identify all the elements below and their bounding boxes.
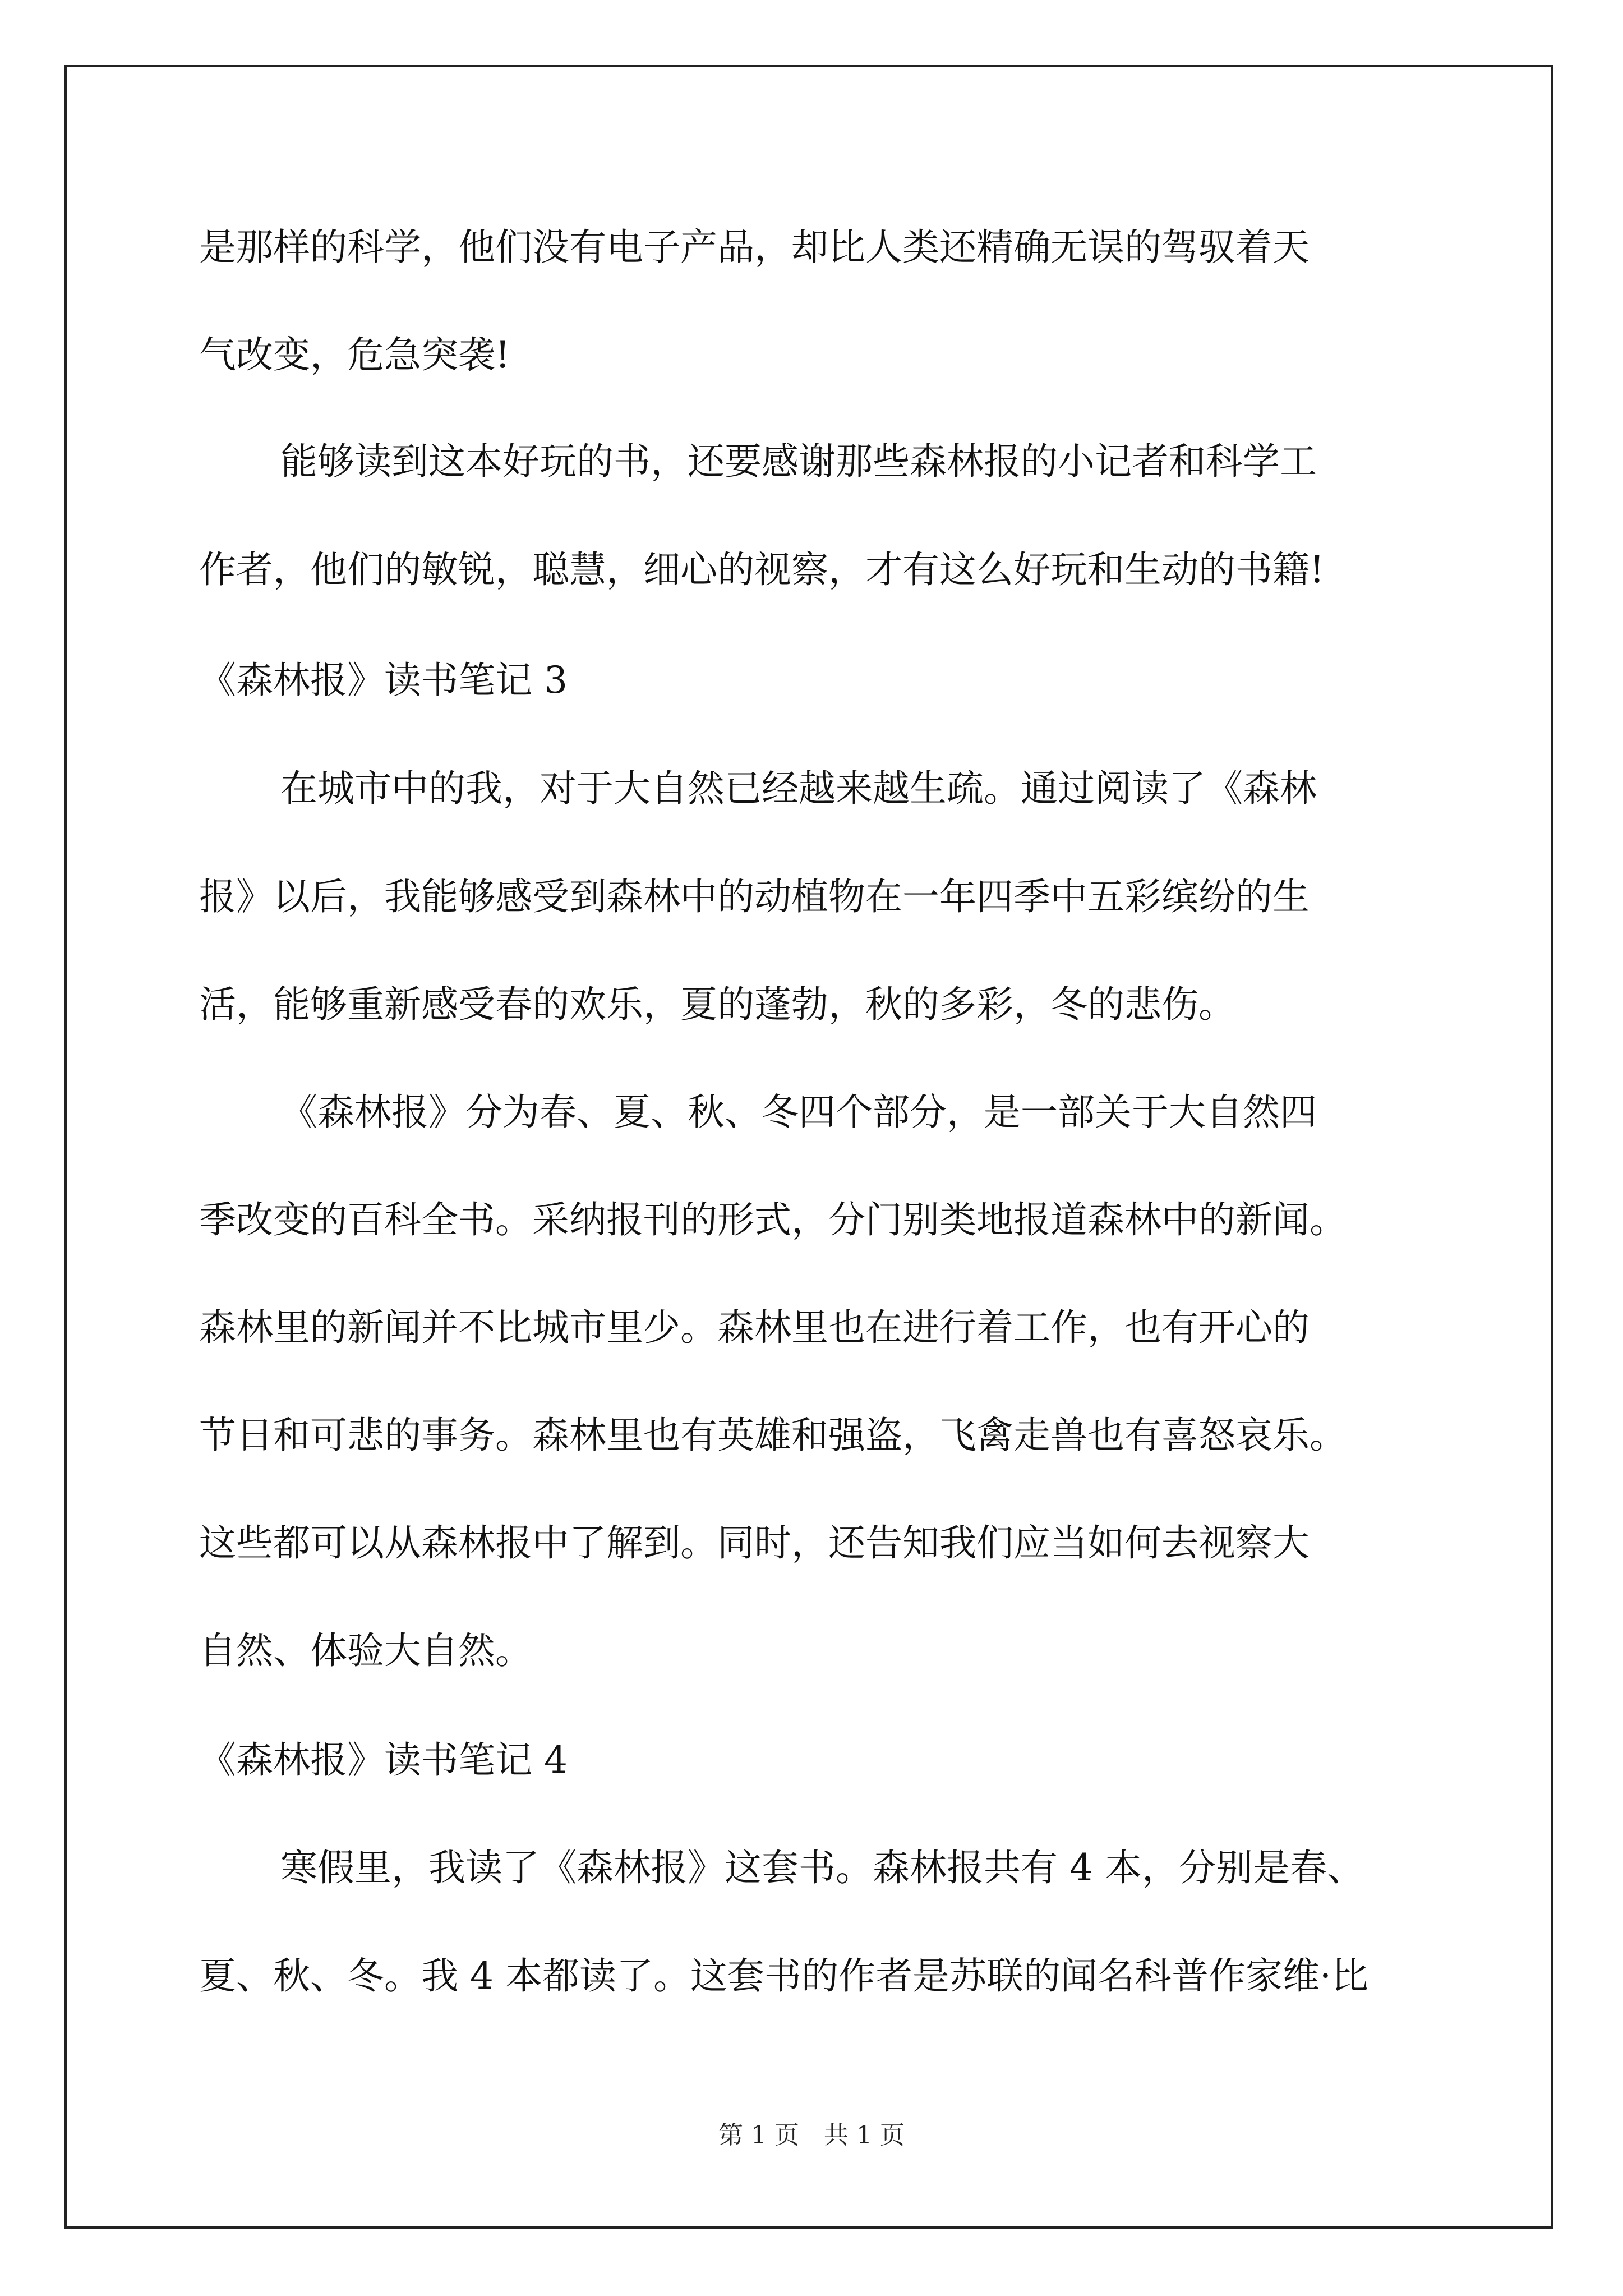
- text-line: 节日和可悲的事务。森林里也有英雄和强盗，飞禽走兽也有喜怒哀乐。: [199, 1414, 1347, 1457]
- text-line: 森林里的新闻并不比城市里少。森林里也在进行着工作，也有开心的: [199, 1306, 1310, 1349]
- page-number-footer: 第 1 页 共 1 页: [718, 2121, 905, 2150]
- text-line: 在城市中的我，对于大自然已经越来越生疏。通过阅读了《森林: [280, 767, 1317, 810]
- section-heading: 《森林报》读书笔记 4: [199, 1738, 568, 1782]
- text-line: 是那样的科学，他们没有电子产品，却比人类还精确无误的驾驭着天: [199, 226, 1310, 269]
- text-line: 报》以后，我能够感受到森林中的动植物在一年四季中五彩缤纷的生: [199, 875, 1310, 918]
- text-line: 能够读到这本好玩的书，还要感谢那些森林报的小记者和科学工: [280, 440, 1317, 483]
- text-line: 寒假里，我读了《森林报》这套书。森林报共有 4 本，分别是春、: [280, 1846, 1364, 1889]
- text-line: 自然、体验大自然。: [199, 1629, 532, 1672]
- text-line: 夏、秋、冬。我 4 本都读了。这套书的作者是苏联的闻名科普作家维·比: [199, 1954, 1368, 1998]
- text-line: 季改变的百科全书。采纳报刊的形式，分门别类地报道森林中的新闻。: [199, 1198, 1347, 1241]
- text-line: 气改变，危急突袭!: [199, 333, 510, 376]
- text-line: 作者，他们的敏锐，聪慧，细心的视察，才有这么好玩和生动的书籍!: [199, 548, 1325, 591]
- text-line: 活，能够重新感受春的欢乐，夏的蓬勃，秋的多彩，冬的悲伤。: [199, 983, 1235, 1026]
- page-border: [64, 65, 1553, 2229]
- text-line: 《森林报》分为春、夏、秋、冬四个部分，是一部关于大自然四: [280, 1091, 1317, 1134]
- text-line: 这些都可以从森林报中了解到。同时，还告知我们应当如何去视察大: [199, 1521, 1310, 1565]
- section-heading: 《森林报》读书笔记 3: [199, 659, 568, 702]
